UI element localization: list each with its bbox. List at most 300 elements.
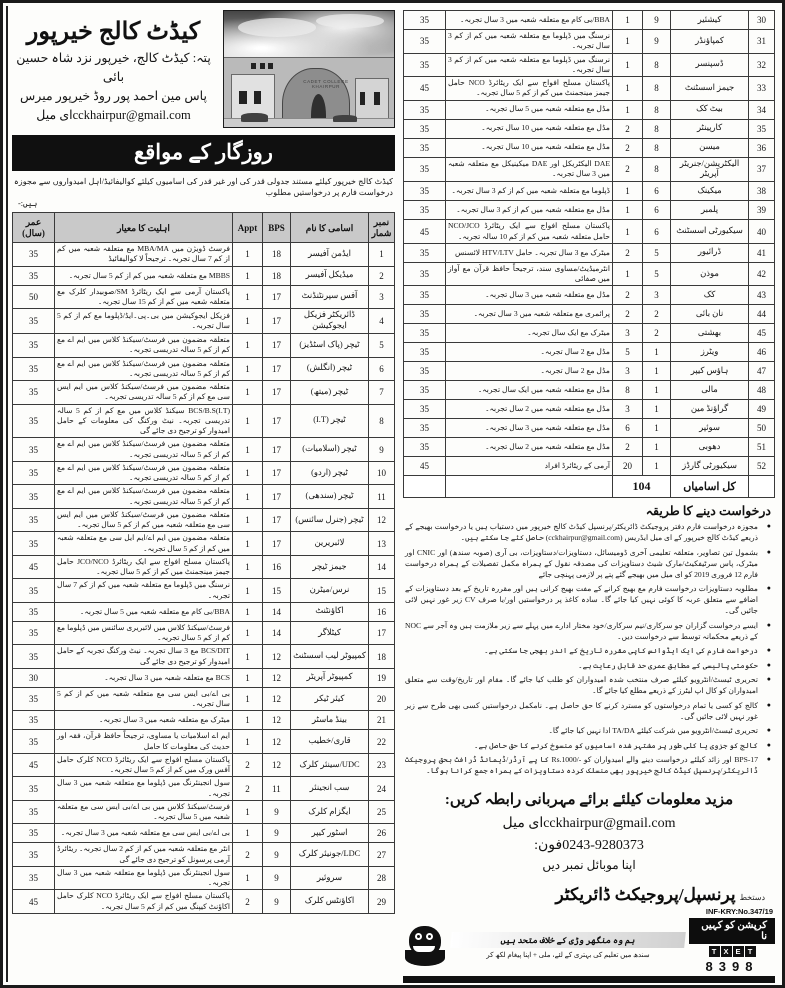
cell-sr: 42 — [749, 262, 775, 286]
header-email[interactable]: cckhairpur@gmail.com — [72, 108, 191, 123]
cell-qualification: مڈل مع متعلقہ شعبہ میں 2 سال تجربہ۔ — [445, 438, 612, 457]
jobs-table-header-row — [13, 213, 395, 243]
cell-post: سب انجینئر — [290, 777, 368, 801]
cell-qualification: MBBS مع متعلقہ شعبہ میں کم از کم 5 سال تجربہ۔ — [55, 266, 233, 285]
jobs-table-body-right — [13, 243, 395, 914]
cell-sr: 27 — [368, 843, 394, 867]
table-row — [13, 753, 395, 777]
cell-appt: 1 — [613, 11, 643, 30]
photo-cloud — [238, 18, 316, 37]
table-row — [403, 438, 774, 457]
cell-bps: 1 — [643, 343, 671, 362]
table-row — [403, 53, 774, 77]
photo-window — [268, 63, 273, 69]
cell-post: ٹیچر (I.T) — [290, 404, 368, 438]
cell-post: جیمز اسسٹنٹ — [671, 77, 749, 101]
cell-age: 45 — [403, 220, 445, 244]
cell-qualification: متعلقہ مضمون میں فرسٹ/سیکنڈ کلاس میں ایم اے مع کم از کم 5 سالہ تدریسی تجربہ۔ — [55, 461, 233, 485]
cell-bps: 9 — [262, 843, 290, 867]
cell-sr: 50 — [749, 419, 775, 438]
contact-phone-row — [405, 837, 773, 854]
cell-age: 35 — [403, 419, 445, 438]
cell-qualification: BCS مع متعلقہ شعبہ میں 3 سال تجربہ۔ — [55, 668, 233, 687]
cell-bps: 1 — [643, 419, 671, 438]
cell-sr: 8 — [368, 404, 394, 438]
photo-signage-text: CADET COLLEGE KHAIRPUR — [303, 78, 349, 89]
table-row — [13, 485, 395, 509]
cell-age: 35 — [403, 201, 445, 220]
campaign-badge: کرپشن کو کہیں نا — [689, 918, 775, 944]
table-row — [403, 100, 774, 119]
text-letter: X — [721, 946, 732, 957]
cell-appt: 1 — [613, 182, 643, 201]
cell-qualification: آرمی کے ریٹائرڈ افراد — [445, 457, 612, 476]
cell-bps: 9 — [643, 11, 671, 30]
cell-appt: 1 — [613, 53, 643, 77]
cell-sr: 19 — [368, 668, 394, 687]
table-row — [13, 266, 395, 285]
cell-qualification: ڈپلوما مع متعلقہ شعبہ میں کم از کم 3 سال تجربہ۔ — [445, 182, 612, 201]
cell-bps: 17 — [262, 309, 290, 334]
list-item: ● ایسے درخواست گزاران جو سرکاری/نیم سرکاری/خود مختار ادارے میں پہلے سے زیر ملازمت ہیں وہ آجر سے NOC کے ذریعے محکمانہ توسط سے درخواست دیں۔ — [405, 620, 771, 642]
table-row — [13, 381, 395, 405]
cell-sr: 44 — [749, 305, 775, 324]
text-letter: T — [745, 946, 756, 957]
cell-post: نرس/میٹرن — [290, 579, 368, 603]
text-letter: T — [709, 946, 720, 957]
cell-sr: 52 — [749, 457, 775, 476]
cell-appt: 2 — [613, 157, 643, 182]
cell-age: 35 — [13, 309, 55, 334]
cell-appt: 1 — [232, 730, 262, 754]
cell-post: UDC/سینئر کلرک — [290, 753, 368, 777]
cell-appt: 1 — [232, 438, 262, 462]
list-item: ● کالج کو جزوی یا کلی طور پر مشتہر شدہ اسامیوں کو منسوخ کرنے کا حق حاصل ہے۔ — [405, 740, 771, 751]
photo-shrub — [241, 113, 268, 121]
cell-appt: 2 — [232, 777, 262, 801]
cell-bps: 8 — [643, 77, 671, 101]
cell-qualification: انٹر مع متعلقہ شعبہ میں کم از کم 2 سال تجربہ۔ ریٹائرڈ آرمی پرسونل کو ترجیح دی جائے گی — [55, 843, 233, 867]
cell-age: 35 — [13, 621, 55, 645]
cell-age: 35 — [13, 711, 55, 730]
cell-sr: 24 — [368, 777, 394, 801]
table-row — [13, 438, 395, 462]
cell-appt: 1 — [613, 77, 643, 101]
cell-qualification: متعلقہ مضمون میں فرسٹ/سیکنڈ کلاس میں ایم اے مع کم از کم 5 سالہ تدریسی تجربہ۔ — [55, 438, 233, 462]
cell-sr: 48 — [749, 381, 775, 400]
cell-post: ٹیچر (میتھ) — [290, 381, 368, 405]
cell-sr: 39 — [749, 201, 775, 220]
col-header-appt: Appt — [232, 213, 262, 243]
left-column — [399, 6, 779, 982]
cell-bps: 18 — [262, 243, 290, 267]
contact-phone-label: فون: — [534, 837, 563, 853]
table-row — [403, 324, 774, 343]
cell-sr: 6 — [368, 357, 394, 381]
cell-qualification: بی اے/بی ایس سی مع متعلقہ شعبہ میں 3 سال تجربہ۔ — [55, 824, 233, 843]
anti-corruption-footer — [403, 918, 775, 974]
cell-appt: 2 — [232, 890, 262, 914]
list-item: ● BPS-17 اور زائد کیلئے درخواست دینے والے امیدواران کو -/Rs.1000 کا پے آرڈر/ڈیمانڈ ڈرافٹ بحق پروجیکٹ ڈائریکٹر/پرنسپل کیڈٹ کالج خیرپور بھی منسلک کردہ دستاویزات کے ہمراہ جمع کرانا ہوگا۔ — [405, 754, 771, 776]
jobs-table-right — [12, 212, 395, 914]
cell-bps: 8 — [643, 53, 671, 77]
cell-qualification: سول انجینئرنگ میں ڈپلوما مع متعلقہ شعبہ میں 3 سال تجربہ۔ — [55, 866, 233, 890]
cell-post: کمپاؤنڈر — [671, 30, 749, 54]
cell-age: 35 — [403, 262, 445, 286]
cell-appt: 1 — [232, 532, 262, 556]
cell-age: 35 — [403, 286, 445, 305]
cell-appt: 1 — [232, 461, 262, 485]
cell-appt: 1 — [232, 485, 262, 509]
cell-bps: 1 — [643, 400, 671, 419]
face-mouth-shape — [413, 946, 435, 952]
cell-sr: 32 — [749, 53, 775, 77]
cell-age: 35 — [403, 243, 445, 262]
inf-number: INF-KRY:No.347/19 — [705, 906, 773, 916]
contact-email-label: ای میل — [502, 815, 544, 831]
cell-sr: 16 — [368, 602, 394, 621]
cell-age: 35 — [13, 508, 55, 532]
cell-appt: 2 — [613, 305, 643, 324]
table-row — [13, 777, 395, 801]
cell-bps: 9 — [262, 800, 290, 824]
face-pupil — [428, 935, 431, 938]
cell-age: 35 — [13, 800, 55, 824]
cell-age: 35 — [403, 119, 445, 138]
cell-appt: 1 — [613, 100, 643, 119]
cell-bps: 2 — [643, 305, 671, 324]
cell-age: 30 — [13, 668, 55, 687]
cell-appt: 2 — [613, 119, 643, 138]
cell-sr: 26 — [368, 824, 394, 843]
cell-appt: 8 — [613, 381, 643, 400]
cell-post: مالی — [671, 381, 749, 400]
cell-sr: 23 — [368, 753, 394, 777]
cell-appt: 1 — [232, 621, 262, 645]
table-row — [13, 711, 395, 730]
cell-post: سیکیورٹی اسسٹنٹ — [671, 220, 749, 244]
cell-bps: 8 — [643, 138, 671, 157]
cell-post: ڈسپنسر — [671, 53, 749, 77]
cell-sr: 49 — [749, 400, 775, 419]
cell-qualification: مڈل مع متعلقہ شعبہ میں کم از کم 3 سال تجربہ۔ — [445, 201, 612, 220]
cell-post: کیشئیر — [671, 11, 749, 30]
list-item: ● مطلوبہ دستاویزات درخواست فارم مع بھیج کرانے کے مفت بھیج کرانی ہیں اور مقررہ تاریخ کے بعد دستاویزات کے اضافے سے متعلق عربہ کا کوئی نہیں کیا جائے گا۔ سادہ کاغذ پر درخواستیں اور/یا صرف CV زیر غور نہیں لائی جائیں گی۔ — [405, 583, 771, 616]
cell-bps: 16 — [262, 555, 290, 579]
cell-bps: 17 — [262, 485, 290, 509]
table-row — [403, 119, 774, 138]
cell-age: 45 — [13, 753, 55, 777]
cell-qualification: نرسنگ میں ڈپلوما مع متعلقہ شعبہ میں کم از کم 3 سال تجربہ۔ — [445, 53, 612, 77]
cell-qualification: مڈل مع متعلقہ شعبہ میں 5 سال تجربہ۔ — [445, 100, 612, 119]
cell-age: 35 — [13, 532, 55, 556]
cell-age: 35 — [13, 404, 55, 438]
cell-appt: 1 — [613, 220, 643, 244]
table-row — [13, 668, 395, 687]
table-row — [403, 400, 774, 419]
table-row — [13, 687, 395, 711]
cell-sr: 47 — [749, 362, 775, 381]
cell-appt: 1 — [232, 800, 262, 824]
table-row — [403, 419, 774, 438]
cell-sr: 2 — [368, 266, 394, 285]
cell-qualification: مڈل مع متعلقہ شعبہ میں 3 سال تجربہ۔ — [445, 419, 612, 438]
face-pupil — [417, 935, 420, 938]
address-line-2: پاس مین احمد پور روڈ خیرپور میرس — [20, 88, 207, 103]
cell-post: سیکیورٹی گارڈز — [671, 457, 749, 476]
cell-qualification: پاکستان مسلح افواج سے ایک ریٹائرڈ NCO/JCO حامل متعلقہ شعبہ میں کم از کم 10 سالہ تجربہ۔ — [445, 220, 612, 244]
cell-qualification: انٹرمیڈیٹ/مساوی سند، ترجیحاً حافظ قرآن مع آواز میں صفائی — [445, 262, 612, 286]
photo-window — [251, 63, 256, 69]
cell-bps: 5 — [643, 262, 671, 286]
cell-bps: 6 — [643, 201, 671, 220]
cell-post: گراؤنڈ مین — [671, 400, 749, 419]
list-item: ● تحریری ٹیسٹ/انٹرویو کیلئے صرف منتخب شدہ امیدواران کو طلب کیا جائے گا۔ مقام اور تاریخ/وقت سے متعلق امیدواران کو کال اپ لیٹرز کے ذریعے مطلع کیا جائے گا۔ — [405, 674, 771, 696]
cell-sr: 5 — [368, 334, 394, 358]
campaign-subnote: سندھ میں تعلیم کی بہتری کے لئے، ملی + اپنا پیغام لکھ کر — [486, 951, 650, 960]
cell-sr: 30 — [749, 11, 775, 30]
cell-sr: 36 — [749, 138, 775, 157]
cell-post: میکینک — [671, 182, 749, 201]
cell-sr: 37 — [749, 157, 775, 182]
cell-appt: 1 — [232, 579, 262, 603]
table-row — [403, 262, 774, 286]
cell-age: 35 — [13, 579, 55, 603]
cell-bps: 15 — [262, 579, 290, 603]
cell-post: ویٹرز — [671, 343, 749, 362]
table-row — [403, 305, 774, 324]
cell-age: 35 — [13, 730, 55, 754]
cell-post: بھشتی — [671, 324, 749, 343]
table-row — [13, 579, 395, 603]
cell-age: 35 — [403, 362, 445, 381]
cell-appt: 5 — [613, 343, 643, 362]
cell-age: 35 — [403, 100, 445, 119]
cell-sr: 18 — [368, 645, 394, 669]
cell-bps: 8 — [643, 119, 671, 138]
cell-age: 35 — [13, 645, 55, 669]
cell-bps: 1 — [643, 362, 671, 381]
cell-bps: 2 — [643, 324, 671, 343]
table-row — [13, 309, 395, 334]
cell-sr: 14 — [368, 555, 394, 579]
cell-bps: 17 — [262, 285, 290, 309]
how-to-apply-title: درخواست دینے کا طریقہ — [645, 504, 771, 519]
cell-age: 35 — [403, 53, 445, 77]
cell-sr: 35 — [749, 119, 775, 138]
cell-appt: 1 — [232, 381, 262, 405]
cell-age: 35 — [403, 324, 445, 343]
mobile-note: اپنا موبائل نمبر دیں — [542, 857, 636, 872]
cell-qualification: بی اے/بی ایس سی مع متعلقہ شعبہ میں کم از کم 5 سال تجربہ۔ — [55, 687, 233, 711]
cell-bps: 14 — [262, 602, 290, 621]
cell-qualification: نرسنگ میں ڈپلوما مع متعلقہ شعبہ میں کم از کم 7 سال تجربہ۔ — [55, 579, 233, 603]
photo-window — [254, 91, 262, 104]
cell-appt: 3 — [613, 362, 643, 381]
cell-qualification: مڈل مع متعلقہ شعبہ میں 3 سال تجربہ۔ — [445, 286, 612, 305]
cell-post: میڈیکل آفیسر — [290, 266, 368, 285]
cell-qualification: مڈل مع 2 سال تجربہ۔ — [445, 343, 612, 362]
cell-sr: 20 — [368, 687, 394, 711]
col-header-post: اسامی کا نام — [290, 213, 368, 243]
jobs-table-foot — [403, 476, 774, 498]
cell-bps: 12 — [262, 687, 290, 711]
cell-age: 35 — [13, 438, 55, 462]
cell-bps: 1 — [643, 438, 671, 457]
cell-qualification: BCS/B.S(I.T) سیکنڈ کلاس میں مع کم از کم 5 سالہ تدریسی تجربہ۔ نیٹ ورکنگ کی معلومات کے حامل امیدوار کو ترجیح دی جائے گی — [55, 404, 233, 438]
cell-age: 50 — [13, 285, 55, 309]
cell-qualification: متعلقہ مضمون میں فرسٹ/سیکنڈ کلاس میں ایم اے مع کم از کم 5 سالہ تدریسی تجربہ۔ — [55, 485, 233, 509]
list-item: ● تحریری ٹیسٹ/انٹرویو میں شرکت کیلئے TA/DA ادا نہیں کیا جائے گا۔ — [405, 725, 771, 736]
cell-post: ایڈمن آفیسر — [290, 243, 368, 267]
cell-post: موذن — [671, 262, 749, 286]
signature-prefix: دستخط — [739, 892, 765, 902]
organization-name: کیڈٹ کالج خیرپور — [26, 18, 201, 45]
cell-age: 35 — [13, 461, 55, 485]
cell-qualification: متعلقہ مضمون میں فرسٹ/سیکنڈ کلاس میں ایم اے مع کم از کم 5 سالہ تدریسی تجربہ۔ — [55, 334, 233, 358]
cell-appt: 2 — [613, 438, 643, 457]
cell-post: نان بائی — [671, 305, 749, 324]
cell-age: 35 — [403, 11, 445, 30]
cell-post: لائبریرین — [290, 532, 368, 556]
cell-bps: 17 — [262, 532, 290, 556]
campaign-shortcode-block — [689, 918, 775, 974]
cell-qualification: میٹرک مع ایک سال تجربہ۔ — [445, 324, 612, 343]
cell-age: 35 — [13, 243, 55, 267]
cell-bps: 3 — [643, 286, 671, 305]
cell-sr: 31 — [749, 30, 775, 54]
cell-sr: 46 — [749, 343, 775, 362]
footer-bar — [403, 976, 775, 983]
cell-age: 35 — [13, 357, 55, 381]
signature-title: پرنسپل/پروجیکٹ ڈائریکٹر — [555, 884, 736, 904]
cell-sr: 43 — [749, 286, 775, 305]
cell-sr: 9 — [368, 438, 394, 462]
cell-age: 45 — [403, 77, 445, 101]
college-photo — [223, 10, 395, 128]
table-row — [13, 645, 395, 669]
table-row — [403, 362, 774, 381]
col-header-age: عمر (سال) — [13, 213, 55, 243]
text-keyword — [709, 946, 756, 957]
cell-age: 35 — [13, 843, 55, 867]
cell-bps: 12 — [262, 730, 290, 754]
face-beard-shape — [405, 950, 445, 966]
cell-post: کمپیوٹر آپریٹر — [290, 668, 368, 687]
table-row — [13, 843, 395, 867]
cell-age: 35 — [403, 381, 445, 400]
cell-qualification: متعلقہ مضمون میں فرسٹ/سیکنڈ کلاس میں ایم ایس سی مع کم از کم 5 سالہ تدریسی تجربہ۔ — [55, 381, 233, 405]
cell-sr: 1 — [368, 243, 394, 267]
header-email-label: ای میل — [36, 108, 73, 123]
cell-qualification: فزیکل ایجوکیشن میں بی۔پی۔ایڈ/ڈپلوما مع کم از کم 5 سال تجربہ۔ — [55, 309, 233, 334]
photo-window — [360, 92, 365, 105]
list-item: ● کالج کو کسی یا تمام درخواستوں کو مسترد کرنے کا حق حاصل ہے۔ نامکمل درخواستیں کسی بھی طرح سے زیر غور نہیں لائی جائیں گی۔ — [405, 700, 771, 722]
list-item: ● مجوزہ درخواست فارم دفتر پروجیکٹ ڈائریکٹر/پرنسپل کیڈٹ کالج خیرپور میں دستیاب ہیں یا درخواست بھیجے کے ذریعے کیڈٹ کالج خیرپور کے ای میل ایڈریس (cckhairpur@gmail.com) حاصل کئے جا سکتے ہیں۔ — [405, 521, 771, 543]
intro-text: کیڈٹ کالج خیرپور کیلئے مستند جدولی قدر کی اور غیر قدر کی اسامیوں کیلئے کوالیفائیڈ/اہل امیدواروں سے مجوزہ درخواست فارم پر درخواستیں مطلوب — [14, 177, 393, 198]
table-row — [403, 243, 774, 262]
photo-shrub — [333, 115, 357, 122]
cell-sr: 11 — [368, 485, 394, 509]
total-sr-blank — [749, 476, 775, 498]
table-row — [13, 461, 395, 485]
cell-qualification: مڈل مع متعلقہ شعبہ میں 10 سال تجربہ۔ — [445, 119, 612, 138]
cell-qualification: سول انجینئرنگ میں ڈپلوما مع متعلقہ شعبہ میں 3 سال تجربہ۔ — [55, 777, 233, 801]
table-row — [13, 508, 395, 532]
cell-appt: 1 — [232, 508, 262, 532]
cell-bps: 18 — [262, 266, 290, 285]
cell-appt: 1 — [232, 285, 262, 309]
cell-bps: 17 — [262, 438, 290, 462]
cell-appt: 1 — [232, 645, 262, 669]
table-row — [403, 286, 774, 305]
cell-post: ڈائریکٹر فزیکل ایجوکیشن — [290, 309, 368, 334]
cell-qualification: مڈل مع متعلقہ شعبہ میں ایک سال تجربہ۔ — [445, 381, 612, 400]
cell-age: 35 — [13, 602, 55, 621]
cell-post: جیمز ٹیچر — [290, 555, 368, 579]
cell-age: 35 — [403, 157, 445, 182]
cell-appt: 20 — [613, 457, 643, 476]
cell-appt: 2 — [232, 843, 262, 867]
cell-appt: 1 — [232, 555, 262, 579]
cell-age: 35 — [13, 334, 55, 358]
cell-qualification: پاکستان مسلح افواج سے ایک ریٹائرڈ NCO کلرک حامل آفس ورک میں کم از کم 5 سال تجربہ۔ — [55, 753, 233, 777]
table-row — [403, 457, 774, 476]
table-row — [403, 77, 774, 101]
table-row — [13, 890, 395, 914]
cell-post: اسٹور کیپر — [290, 824, 368, 843]
header-text-block — [12, 10, 219, 132]
cell-bps: 9 — [262, 824, 290, 843]
contact-phone[interactable]: 0243-9280373 — [562, 837, 644, 853]
intro-tail: ہیں:- — [18, 199, 38, 209]
cell-qualification: متعلقہ مضمون میں ایم اے/ایم ایل سی مع متعلقہ شعبہ میں کم از کم 5 سال تجربہ۔ — [55, 532, 233, 556]
cell-sr: 21 — [368, 711, 394, 730]
cell-appt: 2 — [232, 753, 262, 777]
cell-qualification: فرسٹ/سیکنڈ کلاس میں لائبریری سائنس میں ڈپلوما مع کم از کم 5 سال تجربہ۔ — [55, 621, 233, 645]
cell-qualification: مڈل مع 2 سال تجربہ۔ — [445, 362, 612, 381]
jobs-table-head — [13, 213, 395, 243]
cell-bps: 17 — [262, 357, 290, 381]
cell-bps: 6 — [643, 182, 671, 201]
cell-bps: 12 — [262, 753, 290, 777]
cell-sr: 29 — [368, 890, 394, 914]
table-row — [403, 381, 774, 400]
jobs-banner-title: روزگار کے مواقع — [12, 135, 395, 171]
photo-window — [239, 91, 247, 104]
cell-post: کمپیوٹر لیب اسسٹنٹ — [290, 645, 368, 669]
contact-email[interactable]: cckhairpur@gmail.com — [543, 815, 676, 831]
cell-post: الیکٹریشن/جنریٹر آپریٹر — [671, 157, 749, 182]
cell-appt: 1 — [232, 266, 262, 285]
right-column — [6, 6, 399, 982]
cell-bps: 12 — [262, 711, 290, 730]
cell-age: 35 — [13, 381, 55, 405]
total-value: 104 — [613, 476, 671, 498]
table-row — [13, 866, 395, 890]
cell-sr: 10 — [368, 461, 394, 485]
cell-appt: 1 — [232, 687, 262, 711]
photo-window — [374, 92, 379, 105]
cell-sr: 38 — [749, 182, 775, 201]
signature-row — [399, 881, 779, 905]
cell-bps: 17 — [262, 461, 290, 485]
cell-age: 45 — [13, 555, 55, 579]
cell-sr: 51 — [749, 438, 775, 457]
cell-age: 35 — [403, 305, 445, 324]
cell-appt: 3 — [613, 400, 643, 419]
cell-post: آفس سپرنٹنڈنٹ — [290, 285, 368, 309]
